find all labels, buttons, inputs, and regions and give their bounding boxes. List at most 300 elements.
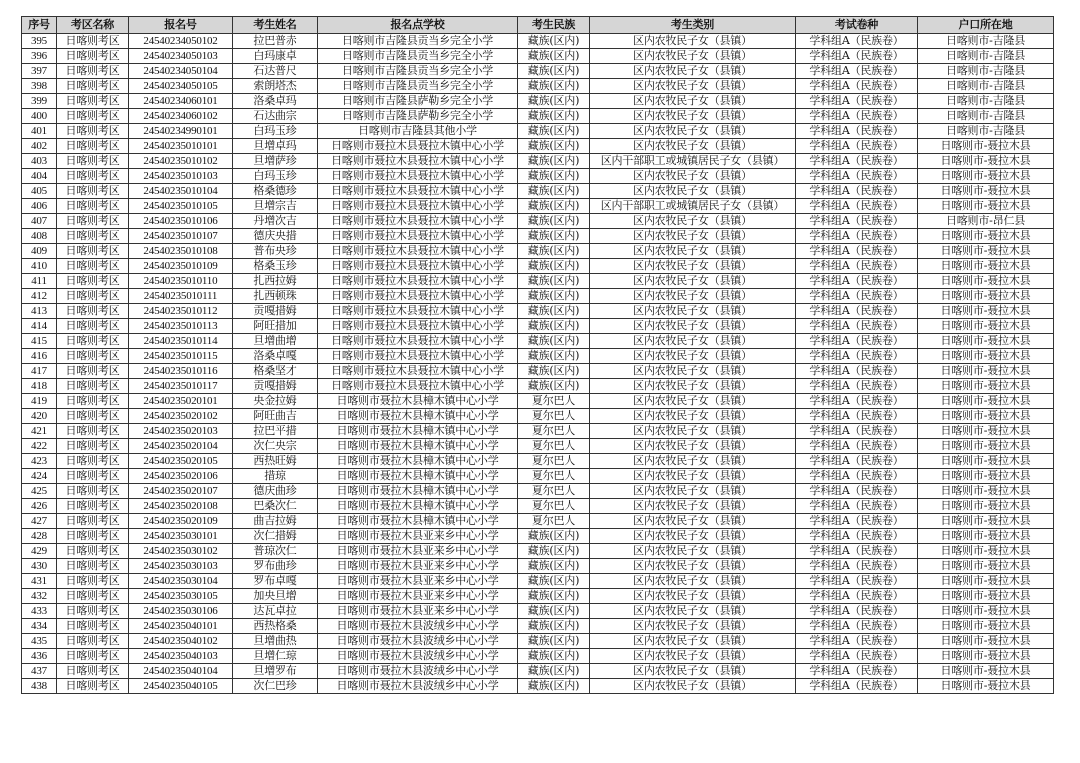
cell-exam-area: 日喀则考区 (57, 124, 129, 139)
cell-exam-area: 日喀则考区 (57, 379, 129, 394)
cell-seq: 421 (22, 424, 57, 439)
cell-reg-no: 24540235040102 (129, 634, 233, 649)
table-row (22, 184, 1054, 199)
table-row (22, 394, 1054, 409)
cell-school: 日喀则市聂拉木县樟木镇中心小学 (318, 439, 518, 454)
cell-seq: 428 (22, 529, 57, 544)
cell-seq: 408 (22, 229, 57, 244)
cell-name: 贡嘎措姆 (233, 304, 318, 319)
cell-name: 扎西顿珠 (233, 289, 318, 304)
cell-ethnicity: 夏尔巴人 (518, 499, 590, 514)
cell-seq: 422 (22, 439, 57, 454)
cell-seq: 430 (22, 559, 57, 574)
cell-exam-area: 日喀则考区 (57, 349, 129, 364)
cell-paper: 学科组A（民族卷） (796, 139, 918, 154)
cell-reg-no: 24540235040105 (129, 679, 233, 694)
cell-paper: 学科组A（民族卷） (796, 604, 918, 619)
cell-ethnicity: 藏族(区内) (518, 184, 590, 199)
cell-reg-no: 24540234050102 (129, 34, 233, 49)
table-row (22, 439, 1054, 454)
cell-name: 索朗塔杰 (233, 79, 318, 94)
cell-exam-area: 日喀则考区 (57, 169, 129, 184)
cell-residence: 日喀则市-聂拉木县 (918, 469, 1054, 484)
cell-school: 日喀则市聂拉木县波绒乡中心小学 (318, 679, 518, 694)
cell-ethnicity: 藏族(区内) (518, 124, 590, 139)
cell-category: 区内农牧民子女（县镇） (590, 439, 796, 454)
cell-name: 洛桑卓嘎 (233, 349, 318, 364)
cell-seq: 404 (22, 169, 57, 184)
cell-paper: 学科组A（民族卷） (796, 94, 918, 109)
cell-residence: 日喀则市-聂拉木县 (918, 169, 1054, 184)
cell-seq: 433 (22, 604, 57, 619)
cell-name: 贡嘎措姆 (233, 379, 318, 394)
cell-name: 扎西拉姆 (233, 274, 318, 289)
cell-residence: 日喀则市-聂拉木县 (918, 409, 1054, 424)
cell-category: 区内农牧民子女（县镇） (590, 34, 796, 49)
cell-residence: 日喀则市-聂拉木县 (918, 439, 1054, 454)
cell-name: 旦增罗布 (233, 664, 318, 679)
cell-category: 区内农牧民子女（县镇） (590, 94, 796, 109)
cell-paper: 学科组A（民族卷） (796, 79, 918, 94)
cell-ethnicity: 藏族(区内) (518, 79, 590, 94)
cell-category: 区内农牧民子女（县镇） (590, 589, 796, 604)
cell-school: 日喀则市吉隆县贡当乡完全小学 (318, 49, 518, 64)
cell-seq: 412 (22, 289, 57, 304)
cell-ethnicity: 藏族(区内) (518, 379, 590, 394)
cell-category: 区内农牧民子女（县镇） (590, 229, 796, 244)
cell-category: 区内农牧民子女（县镇） (590, 109, 796, 124)
cell-reg-no: 24540235020101 (129, 394, 233, 409)
cell-exam-area: 日喀则考区 (57, 64, 129, 79)
cell-reg-no: 24540235010116 (129, 364, 233, 379)
header-category: 考生类别 (590, 17, 796, 34)
cell-seq: 425 (22, 484, 57, 499)
table-row (22, 139, 1054, 154)
cell-seq: 437 (22, 664, 57, 679)
table-row (22, 589, 1054, 604)
cell-ethnicity: 藏族(区内) (518, 229, 590, 244)
cell-ethnicity: 藏族(区内) (518, 214, 590, 229)
table-row (22, 559, 1054, 574)
cell-residence: 日喀则市-聂拉木县 (918, 199, 1054, 214)
cell-name: 普布央珍 (233, 244, 318, 259)
cell-reg-no: 24540234050105 (129, 79, 233, 94)
cell-ethnicity: 藏族(区内) (518, 109, 590, 124)
table-row (22, 619, 1054, 634)
cell-reg-no: 24540235040103 (129, 649, 233, 664)
cell-ethnicity: 夏尔巴人 (518, 394, 590, 409)
cell-category: 区内农牧民子女（县镇） (590, 124, 796, 139)
cell-reg-no: 24540234050104 (129, 64, 233, 79)
cell-reg-no: 24540235030104 (129, 574, 233, 589)
cell-seq: 435 (22, 634, 57, 649)
cell-name: 旦增曲热 (233, 634, 318, 649)
cell-seq: 400 (22, 109, 57, 124)
cell-paper: 学科组A（民族卷） (796, 334, 918, 349)
cell-paper: 学科组A（民族卷） (796, 619, 918, 634)
cell-school: 日喀则市聂拉木县亚来乡中心小学 (318, 574, 518, 589)
cell-residence: 日喀则市-聂拉木县 (918, 454, 1054, 469)
cell-exam-area: 日喀则考区 (57, 229, 129, 244)
cell-paper: 学科组A（民族卷） (796, 304, 918, 319)
cell-category: 区内农牧民子女（县镇） (590, 49, 796, 64)
cell-school: 日喀则市聂拉木县聂拉木镇中心小学 (318, 379, 518, 394)
cell-school: 日喀则市聂拉木县樟木镇中心小学 (318, 409, 518, 424)
table-row (22, 199, 1054, 214)
cell-residence: 日喀则市-聂拉木县 (918, 349, 1054, 364)
table-row (22, 124, 1054, 139)
cell-category: 区内农牧民子女（县镇） (590, 169, 796, 184)
cell-seq: 424 (22, 469, 57, 484)
cell-seq: 403 (22, 154, 57, 169)
cell-ethnicity: 夏尔巴人 (518, 484, 590, 499)
table-row (22, 379, 1054, 394)
cell-seq: 419 (22, 394, 57, 409)
cell-category: 区内农牧民子女（县镇） (590, 304, 796, 319)
cell-seq: 414 (22, 319, 57, 334)
table-row (22, 154, 1054, 169)
cell-seq: 399 (22, 94, 57, 109)
cell-name: 德庆曲珍 (233, 484, 318, 499)
cell-seq: 405 (22, 184, 57, 199)
cell-seq: 436 (22, 649, 57, 664)
cell-reg-no: 24540235010104 (129, 184, 233, 199)
cell-exam-area: 日喀则考区 (57, 634, 129, 649)
cell-school: 日喀则市聂拉木县聂拉木镇中心小学 (318, 169, 518, 184)
cell-residence: 日喀则市-吉隆县 (918, 124, 1054, 139)
table-row (22, 319, 1054, 334)
cell-ethnicity: 夏尔巴人 (518, 469, 590, 484)
cell-school: 日喀则市聂拉木县樟木镇中心小学 (318, 424, 518, 439)
cell-reg-no: 24540235010107 (129, 229, 233, 244)
cell-category: 区内农牧民子女（县镇） (590, 394, 796, 409)
table-row (22, 529, 1054, 544)
cell-ethnicity: 藏族(区内) (518, 244, 590, 259)
cell-exam-area: 日喀则考区 (57, 109, 129, 124)
cell-seq: 415 (22, 334, 57, 349)
cell-reg-no: 24540235010115 (129, 349, 233, 364)
cell-category: 区内农牧民子女（县镇） (590, 79, 796, 94)
cell-ethnicity: 藏族(区内) (518, 559, 590, 574)
cell-ethnicity: 藏族(区内) (518, 589, 590, 604)
cell-exam-area: 日喀则考区 (57, 469, 129, 484)
cell-name: 旦增宗吉 (233, 199, 318, 214)
roster-sheet (21, 16, 1054, 694)
cell-category: 区内农牧民子女（县镇） (590, 559, 796, 574)
cell-exam-area: 日喀则考区 (57, 529, 129, 544)
cell-school: 日喀则市聂拉木县樟木镇中心小学 (318, 484, 518, 499)
cell-exam-area: 日喀则考区 (57, 589, 129, 604)
cell-name: 石达普尺 (233, 64, 318, 79)
cell-school: 日喀则市聂拉木县聂拉木镇中心小学 (318, 319, 518, 334)
table-row (22, 349, 1054, 364)
cell-residence: 日喀则市-聂拉木县 (918, 379, 1054, 394)
table-row (22, 289, 1054, 304)
cell-exam-area: 日喀则考区 (57, 439, 129, 454)
cell-name: 次仁巴珍 (233, 679, 318, 694)
cell-ethnicity: 藏族(区内) (518, 664, 590, 679)
cell-category: 区内农牧民子女（县镇） (590, 604, 796, 619)
table-row (22, 409, 1054, 424)
cell-seq: 406 (22, 199, 57, 214)
cell-ethnicity: 藏族(区内) (518, 169, 590, 184)
cell-name: 洛桑卓玛 (233, 94, 318, 109)
cell-residence: 日喀则市-聂拉木县 (918, 499, 1054, 514)
cell-paper: 学科组A（民族卷） (796, 679, 918, 694)
cell-school: 日喀则市聂拉木县聂拉木镇中心小学 (318, 289, 518, 304)
cell-school: 日喀则市聂拉木县聂拉木镇中心小学 (318, 259, 518, 274)
cell-residence: 日喀则市-聂拉木县 (918, 154, 1054, 169)
cell-category: 区内农牧民子女（县镇） (590, 379, 796, 394)
cell-school: 日喀则市聂拉木县樟木镇中心小学 (318, 469, 518, 484)
cell-residence: 日喀则市-聂拉木县 (918, 634, 1054, 649)
cell-name: 白玛玉珍 (233, 124, 318, 139)
cell-paper: 学科组A（民族卷） (796, 364, 918, 379)
cell-exam-area: 日喀则考区 (57, 394, 129, 409)
cell-paper: 学科组A（民族卷） (796, 484, 918, 499)
cell-ethnicity: 藏族(区内) (518, 619, 590, 634)
cell-school: 日喀则市聂拉木县聂拉木镇中心小学 (318, 229, 518, 244)
table-row (22, 364, 1054, 379)
cell-paper: 学科组A（民族卷） (796, 349, 918, 364)
cell-paper: 学科组A（民族卷） (796, 409, 918, 424)
cell-paper: 学科组A（民族卷） (796, 559, 918, 574)
cell-ethnicity: 藏族(区内) (518, 574, 590, 589)
cell-name: 措琼 (233, 469, 318, 484)
cell-paper: 学科组A（民族卷） (796, 64, 918, 79)
cell-seq: 410 (22, 259, 57, 274)
cell-school: 日喀则市聂拉木县波绒乡中心小学 (318, 649, 518, 664)
cell-name: 白玛玉珍 (233, 169, 318, 184)
cell-paper: 学科组A（民族卷） (796, 49, 918, 64)
cell-paper: 学科组A（民族卷） (796, 379, 918, 394)
cell-seq: 401 (22, 124, 57, 139)
cell-exam-area: 日喀则考区 (57, 619, 129, 634)
cell-school: 日喀则市聂拉木县樟木镇中心小学 (318, 499, 518, 514)
table-row (22, 604, 1054, 619)
cell-seq: 407 (22, 214, 57, 229)
cell-residence: 日喀则市-聂拉木县 (918, 244, 1054, 259)
cell-seq: 418 (22, 379, 57, 394)
header-residence: 户口所在地 (918, 17, 1054, 34)
cell-paper: 学科组A（民族卷） (796, 274, 918, 289)
table-row (22, 664, 1054, 679)
cell-exam-area: 日喀则考区 (57, 319, 129, 334)
cell-school: 日喀则市聂拉木县聂拉木镇中心小学 (318, 184, 518, 199)
table-row (22, 244, 1054, 259)
cell-school: 日喀则市聂拉木县聂拉木镇中心小学 (318, 199, 518, 214)
cell-category: 区内农牧民子女（县镇） (590, 514, 796, 529)
cell-reg-no: 24540235020109 (129, 514, 233, 529)
cell-residence: 日喀则市-聂拉木县 (918, 544, 1054, 559)
cell-exam-area: 日喀则考区 (57, 79, 129, 94)
table-row (22, 574, 1054, 589)
cell-category: 区内农牧民子女（县镇） (590, 349, 796, 364)
cell-exam-area: 日喀则考区 (57, 574, 129, 589)
cell-category: 区内农牧民子女（县镇） (590, 424, 796, 439)
cell-ethnicity: 藏族(区内) (518, 199, 590, 214)
cell-reg-no: 24540234990101 (129, 124, 233, 139)
cell-residence: 日喀则市-吉隆县 (918, 79, 1054, 94)
table-row (22, 79, 1054, 94)
cell-seq: 438 (22, 679, 57, 694)
cell-school: 日喀则市吉隆县贡当乡完全小学 (318, 34, 518, 49)
cell-reg-no: 24540235010102 (129, 154, 233, 169)
table-row (22, 169, 1054, 184)
cell-exam-area: 日喀则考区 (57, 259, 129, 274)
cell-school: 日喀则市聂拉木县亚来乡中心小学 (318, 604, 518, 619)
cell-ethnicity: 夏尔巴人 (518, 454, 590, 469)
cell-name: 旦增曲增 (233, 334, 318, 349)
cell-exam-area: 日喀则考区 (57, 499, 129, 514)
cell-seq: 423 (22, 454, 57, 469)
cell-residence: 日喀则市-聂拉木县 (918, 484, 1054, 499)
cell-category: 区内农牧民子女（县镇） (590, 274, 796, 289)
cell-exam-area: 日喀则考区 (57, 94, 129, 109)
cell-school: 日喀则市聂拉木县亚来乡中心小学 (318, 544, 518, 559)
cell-paper: 学科组A（民族卷） (796, 34, 918, 49)
cell-residence: 日喀则市-聂拉木县 (918, 649, 1054, 664)
cell-category: 区内农牧民子女（县镇） (590, 634, 796, 649)
cell-ethnicity: 夏尔巴人 (518, 409, 590, 424)
cell-name: 罗布卓嘎 (233, 574, 318, 589)
cell-name: 阿旺曲吉 (233, 409, 318, 424)
cell-school: 日喀则市吉隆县贡当乡完全小学 (318, 64, 518, 79)
cell-exam-area: 日喀则考区 (57, 154, 129, 169)
cell-seq: 431 (22, 574, 57, 589)
cell-reg-no: 24540235010113 (129, 319, 233, 334)
cell-reg-no: 24540235010117 (129, 379, 233, 394)
cell-name: 石达曲宗 (233, 109, 318, 124)
cell-category: 区内农牧民子女（县镇） (590, 259, 796, 274)
cell-name: 白玛康卓 (233, 49, 318, 64)
cell-paper: 学科组A（民族卷） (796, 514, 918, 529)
cell-reg-no: 24540235010105 (129, 199, 233, 214)
cell-seq: 420 (22, 409, 57, 424)
cell-name: 旦增卓玛 (233, 139, 318, 154)
cell-school: 日喀则市聂拉木县波绒乡中心小学 (318, 619, 518, 634)
cell-seq: 426 (22, 499, 57, 514)
cell-school: 日喀则市聂拉木县聂拉木镇中心小学 (318, 154, 518, 169)
cell-ethnicity: 藏族(区内) (518, 319, 590, 334)
table-row (22, 499, 1054, 514)
cell-seq: 432 (22, 589, 57, 604)
cell-ethnicity: 藏族(区内) (518, 544, 590, 559)
cell-reg-no: 24540235020102 (129, 409, 233, 424)
cell-school: 日喀则市聂拉木县聂拉木镇中心小学 (318, 139, 518, 154)
cell-reg-no: 24540235020106 (129, 469, 233, 484)
cell-school: 日喀则市聂拉木县波绒乡中心小学 (318, 664, 518, 679)
cell-name: 巴桑次仁 (233, 499, 318, 514)
cell-paper: 学科组A（民族卷） (796, 589, 918, 604)
cell-exam-area: 日喀则考区 (57, 199, 129, 214)
cell-seq: 434 (22, 619, 57, 634)
cell-category: 区内农牧民子女（县镇） (590, 319, 796, 334)
cell-name: 普琼次仁 (233, 544, 318, 559)
cell-ethnicity: 夏尔巴人 (518, 424, 590, 439)
cell-ethnicity: 藏族(区内) (518, 349, 590, 364)
cell-residence: 日喀则市-聂拉木县 (918, 274, 1054, 289)
cell-seq: 427 (22, 514, 57, 529)
cell-seq: 396 (22, 49, 57, 64)
cell-residence: 日喀则市-聂拉木县 (918, 529, 1054, 544)
cell-paper: 学科组A（民族卷） (796, 574, 918, 589)
cell-exam-area: 日喀则考区 (57, 664, 129, 679)
cell-ethnicity: 藏族(区内) (518, 304, 590, 319)
cell-category: 区内农牧民子女（县镇） (590, 484, 796, 499)
cell-name: 旦增萨珍 (233, 154, 318, 169)
table-row (22, 634, 1054, 649)
cell-ethnicity: 藏族(区内) (518, 649, 590, 664)
cell-exam-area: 日喀则考区 (57, 139, 129, 154)
cell-name: 次仁央宗 (233, 439, 318, 454)
cell-name: 格桑坚才 (233, 364, 318, 379)
cell-reg-no: 24540235030102 (129, 544, 233, 559)
cell-residence: 日喀则市-吉隆县 (918, 34, 1054, 49)
cell-paper: 学科组A（民族卷） (796, 319, 918, 334)
cell-ethnicity: 藏族(区内) (518, 259, 590, 274)
cell-reg-no: 24540235030101 (129, 529, 233, 544)
cell-residence: 日喀则市-聂拉木县 (918, 394, 1054, 409)
cell-reg-no: 24540235030103 (129, 559, 233, 574)
cell-ethnicity: 藏族(区内) (518, 139, 590, 154)
cell-reg-no: 24540235010112 (129, 304, 233, 319)
cell-exam-area: 日喀则考区 (57, 214, 129, 229)
cell-name: 拉巴普赤 (233, 34, 318, 49)
cell-category: 区内干部职工或城镇居民子女（县镇） (590, 154, 796, 169)
table-row (22, 214, 1054, 229)
cell-seq: 411 (22, 274, 57, 289)
cell-exam-area: 日喀则考区 (57, 334, 129, 349)
cell-category: 区内农牧民子女（县镇） (590, 64, 796, 79)
table-row (22, 94, 1054, 109)
cell-category: 区内农牧民子女（县镇） (590, 679, 796, 694)
cell-school: 日喀则市聂拉木县聂拉木镇中心小学 (318, 244, 518, 259)
cell-reg-no: 24540234060102 (129, 109, 233, 124)
table-row (22, 649, 1054, 664)
cell-seq: 413 (22, 304, 57, 319)
cell-seq: 409 (22, 244, 57, 259)
table-row (22, 274, 1054, 289)
cell-residence: 日喀则市-聂拉木县 (918, 229, 1054, 244)
cell-exam-area: 日喀则考区 (57, 34, 129, 49)
cell-reg-no: 24540234060101 (129, 94, 233, 109)
cell-school: 日喀则市聂拉木县亚来乡中心小学 (318, 589, 518, 604)
cell-reg-no: 24540235010106 (129, 214, 233, 229)
cell-category: 区内农牧民子女（县镇） (590, 499, 796, 514)
cell-category: 区内干部职工或城镇居民子女（县镇） (590, 199, 796, 214)
table-row (22, 304, 1054, 319)
table-row (22, 34, 1054, 49)
cell-ethnicity: 藏族(区内) (518, 49, 590, 64)
cell-category: 区内农牧民子女（县镇） (590, 469, 796, 484)
cell-ethnicity: 藏族(区内) (518, 274, 590, 289)
cell-ethnicity: 藏族(区内) (518, 289, 590, 304)
cell-name: 德庆央措 (233, 229, 318, 244)
cell-exam-area: 日喀则考区 (57, 289, 129, 304)
cell-name: 加央旦增 (233, 589, 318, 604)
cell-exam-area: 日喀则考区 (57, 649, 129, 664)
cell-reg-no: 24540235010103 (129, 169, 233, 184)
cell-residence: 日喀则市-吉隆县 (918, 49, 1054, 64)
cell-residence: 日喀则市-吉隆县 (918, 109, 1054, 124)
cell-ethnicity: 藏族(区内) (518, 154, 590, 169)
cell-ethnicity: 藏族(区内) (518, 334, 590, 349)
cell-residence: 日喀则市-聂拉木县 (918, 559, 1054, 574)
cell-residence: 日喀则市-聂拉木县 (918, 664, 1054, 679)
cell-seq: 416 (22, 349, 57, 364)
cell-ethnicity: 藏族(区内) (518, 364, 590, 379)
